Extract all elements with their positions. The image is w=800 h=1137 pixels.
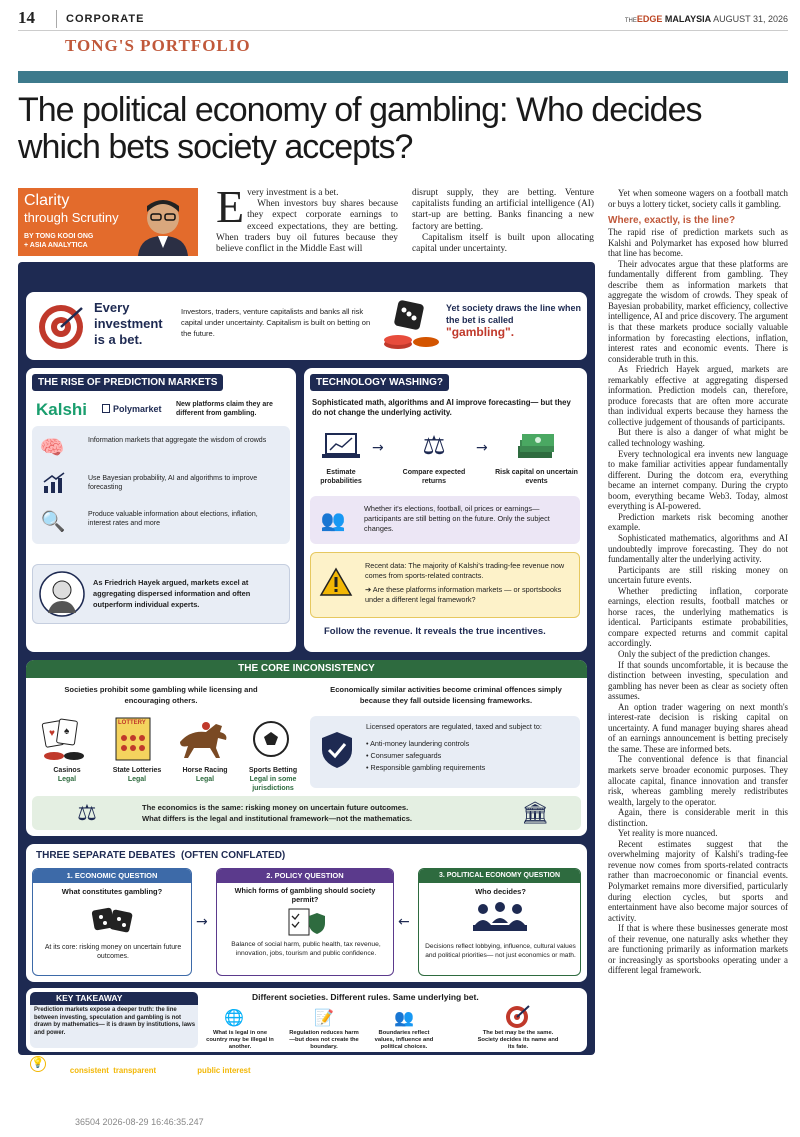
lead-sentence: very investment is a bet. [247,188,339,198]
licensed-text: Licensed operators are regulated, taxed and subject to: [366,722,542,731]
bottom-and: and in the [156,1066,198,1075]
paragraph: When investors buy shares because they expect corporate earnings to exceed expectations, they are betting. When traders buy oil futures because they believe conflict in the Middle East will [216,199,398,255]
bullet-consumer-text: Consumer safeguards [370,751,442,760]
core-item-name: Sports Betting [248,767,298,774]
top-description: Investors, traders, venture capitalists and banks all risk capital under uncertainty. Capitalism is built on betting on the future. [181,307,371,338]
debates-panel [26,844,587,982]
laptop-chart-icon [322,432,360,462]
paragraph: Only the subject of the prediction changes. [618,648,771,659]
masthead-brand: EDGE [636,14,663,24]
step-risk: Risk capital on uncertain events [495,469,578,485]
rise-item-2: Use Bayesian probability, AI and algorithms to improve forecasting [88,475,258,491]
hayek-box [32,564,290,624]
core-right-text: Economically similar activities become criminal offences simply because they fall outside licensing frameworks. [330,685,562,705]
bullet-consumer: • Consumer safeguards [366,751,442,760]
polymarket-logo [102,404,162,414]
core-item-status: Legal [57,776,77,783]
horse-racing-icon [176,718,232,760]
debate-policy [216,868,394,976]
rise-panel [26,368,296,652]
bottom-transparent: transparent [113,1066,157,1075]
takeaway-panel [26,988,587,1052]
paragraph: Yet when someone wagers on a football match or buys a lottery ticket, society calls it gambling. [608,188,788,209]
paragraph: The conventional defence is that financial markets serve broader economic purposes. They allocate capital, finance innovation and transfer risk, whereas gambling merely redistributes wealth, largely to the operator. [608,754,788,807]
article-column-2 [412,188,594,255]
recent-data-text: Recent data: The majority of Kalshi's trading-fee revenue now comes from sports-related contracts. [365,561,565,580]
football-icon [252,720,290,758]
society-text: Yet society draws the line when the bet is called [446,303,582,325]
rise-item-3: Produce valuable information about elections, inflation, interest rates and more [88,511,258,527]
lottery-tag: LOTTERY [118,720,146,726]
arrow-icon: → [476,440,488,456]
author-portrait-icon [130,190,196,256]
economics-text [142,802,502,824]
economics-line-1: The economics is the same: risking money on uncertain future outcomes. [142,803,409,812]
rise-claim: New platforms claim they are different from gambling. [176,401,273,417]
society-line-text [446,302,586,339]
paragraph: Their advocates argue that these platforms are fundamentally different from gambling. They describe them as information markets that aggregate the wisdom of crowds. They speak of Bayesian probability, market efficiency, collective intelligence, AI and price discovery. The argument is that these markets produce socially valuable information by forecasting elections, inflation, interest rates and economic events. There is considerable truth in this. [608,258,788,364]
bottom-consistent: consistent [69,1066,109,1075]
polymarket-text: Polymarket [113,404,162,414]
step-estimate: Estimate probabilities [320,469,362,485]
paragraph: Prediction markets risk becoming another example. [608,511,788,533]
paragraph: If that is where these businesses generate most of their revenue, one naturally asks whether they are functioning primarily as information markets or increasingly as sportsbooks operating under a different legal framework. [608,923,788,976]
bullet-aml-text: Anti-money laundering controls [370,739,470,748]
paragraph: disrupt supply, they are betting. Venture capitalists funding an artificial intelligence (AI) start-up are betting. Banks financing a new factory are betting. [412,188,594,232]
lightbulb-icon: 💡 [30,1056,46,1072]
debate-political-header: 3. POLITICAL ECONOMY QUESTION [419,869,580,883]
author-org: + ASIA ANALYTICA [24,242,88,249]
group-icon: 👥 [394,1007,414,1027]
money-stack-icon [516,430,556,462]
recent-data-box [310,552,580,618]
takeaway-item-1: What is legal in one country may be illegal in another. [206,1030,274,1050]
masthead-prefix: THE [624,18,637,24]
byline-title: Clarity [24,192,70,209]
arrow-icon: ← [398,914,410,930]
document-icon: 📝 [314,1007,334,1027]
core-item-status: Legal [127,776,147,783]
licensed-box [310,716,580,788]
subheading: Where, exactly, is the line? [608,215,736,227]
paragraph: If that sounds uncomfortable, it is because the distinction between investing, speculation and gambling has never been as clear as society often assumes. [608,659,788,702]
people-icon: 👥 [320,508,346,532]
core-panel [26,660,587,836]
bullet-responsible-text: Responsible gambling requirements [370,763,486,772]
core-item-status: Legal [195,776,215,783]
follow-revenue: Follow the revenue. It reveals the true incentives. [324,626,546,637]
top-banner [26,292,587,360]
core-item-name: Horse Racing [182,767,228,774]
core-item [104,766,170,784]
byline-box [18,188,198,256]
takeaway-item-3: Boundaries reflect values, influence and political choices. [374,1030,434,1050]
warning-icon [319,567,353,597]
paragraph: As Friedrich Hayek argued, markets are remarkably effective at aggregating dispersed information. Prediction models can, therefore, produce forecasts that are often more accurate than individual experts because they harness the collective judgement of thousands of participants. [608,364,788,427]
debate-economic-question: What constitutes gambling? [61,887,163,896]
print-footer: 36504 2026-08-29 16:46:35.247 [75,1117,204,1127]
debates-title: THREE SEPARATE DEBATES (OFTEN CONFLATED) [36,850,286,861]
paragraph: Again, there is considerable merit in this distinction. [608,807,788,828]
core-item [240,766,306,793]
paragraph: Yet reality is more nuanced. [618,828,718,839]
issue-date: AUGUST 31, 2026 [713,14,788,24]
core-item [34,766,100,784]
paragraph: Capitalism itself is built upon allocating capital under uncertainty. [412,232,594,255]
tech-label: TECHNOLOGY WASHING? [310,374,449,391]
paragraph: Every technological era invents new language to make familiar activities appear fundamentally different. During the dotcom era, everything became an internet company. During the crypto boom, everything became Web3. Today, almost everything is AI-powered. [608,448,788,512]
checklist-shield-icon [287,907,327,937]
author-name: BY TONG KOOI ONG [24,233,94,240]
rise-label: THE RISE OF PREDICTION MARKETS [32,374,223,391]
byline-subtitle: through Scrutiny [24,210,119,225]
debate-policy-answer: Balance of social harm, public health, tax revenue, innovation, jobs, tourism and public confidence. [231,941,381,957]
paragraph: Participants are still risking money on uncertain future events. [608,564,788,586]
arrow-icon: → [196,914,208,930]
institution-icon: 🏛 [521,800,549,826]
article-column-3 [608,188,788,976]
scales-icon: ⚖ [422,431,446,461]
column-name: TONG'S PORTFOLIO [65,36,251,55]
masthead [625,14,788,24]
arrow-icon: → [372,440,384,456]
dice-icon [91,903,135,937]
bottom-end: . [250,1066,253,1075]
target-icon [36,302,86,352]
hayek-text: As Friedrich Hayek argued, markets excel at aggregating dispersed information and often outperform individual experts. [93,578,251,609]
debate-economic [32,868,192,976]
dice-chips-icon [382,300,442,352]
bullet-responsible: • Responsible gambling requirements [366,763,486,772]
casino-icon [40,718,88,762]
core-item-name: State Lotteries [112,767,162,774]
people-box [310,496,580,544]
svg-text:♥: ♥ [49,728,55,739]
takeaway-item-2: Regulation reduces harm—but does not create the boundary. [289,1030,359,1050]
page-number: 14 [18,8,35,27]
debate-economic-answer: At its core: risking money on uncertain future outcomes. [44,944,182,960]
every-investment-text: Every investment is a bet. [94,300,163,347]
takeaway-text: Prediction markets expose a deeper truth: the line between investing, speculation and gambling is not drawn by mathematics— it is drawn by institutions, laws and power. [34,1007,196,1036]
debate-economic-header: 1. ECONOMIC QUESTION [33,869,191,883]
article-column-1 [216,181,398,255]
headline: The political economy of gambling: Who decides which bets society accepts? [18,91,702,166]
rise-list [32,426,290,544]
header-divider [56,10,57,28]
debate-political-answer: Decisions reflect lobbying, influence, cultural values and political priorities— not just economics or math. [425,943,576,959]
polymarket-icon [102,404,110,413]
svg-text:♠: ♠ [64,726,70,737]
economics-line-2: What differs is the legal and institutional framework—not the mathematics. [142,814,413,823]
core-item-name: Casinos [53,767,81,774]
core-left-text: Societies prohibit some gambling while licensing and encouraging others. [64,685,258,705]
takeaway-item-4: The bet may be the same. Society decides its name and its fate. [477,1030,559,1050]
takeaway-label: KEY TAKEAWAY [30,992,198,1005]
debate-policy-question: Which forms of gambling should society permit? [234,886,376,904]
drop-cap: E [216,181,245,232]
shield-check-icon [320,730,354,770]
paragraph: The rapid rise of prediction markets such as Kalshi and Polymarket has exposed how blurred that line has become. [608,227,788,259]
core-item-status: Legal in some jurisdictions [249,776,297,792]
hayek-portrait-icon [39,571,85,617]
debate-political-question: Who decides? [475,887,526,896]
color-bar [18,71,788,83]
infographic [18,262,595,1075]
byline-author [24,232,93,250]
gambling-word: "gambling". [446,325,515,339]
paragraph: But there is also a danger of what might be called technology washing. [608,427,788,449]
people-table-icon [471,901,529,937]
section-label: CORPORATE [66,13,145,25]
rise-item-1: Information markets that aggregate the wisdom of crowds [88,437,267,444]
target-icon [504,1004,530,1030]
core-label: THE CORE INCONSISTENCY [26,660,587,678]
paragraph: Recent estimates suggest that the overwhelming majority of Kalshi's trading-fee revenue now comes from sports-related contracts rather than macroeconomic or financial events. Polymarket remains more diversified, particularly during election cycles, but sports and entertainment have also become major sources of activity. [608,838,788,923]
takeaway-box [30,992,198,1048]
bottom-comma: , [108,1066,114,1075]
bottom-public: public interest [197,1066,251,1075]
debate-political [418,868,581,976]
licensed-bullets [366,738,576,774]
economics-box [32,796,581,830]
paragraph: Sophisticated mathematics, algorithms and AI undoubtedly improve forecasting. They do not fundamentally alter the underlying activity. [608,532,788,565]
header-rule [18,30,788,31]
tech-panel [304,368,587,652]
globe-icon: 🌐 [224,1007,244,1027]
people-text: Whether it's elections, football, oil prices or earnings—participants are still betting on the future. Only the subject changes. [364,504,550,533]
debate-policy-header: 2. POLICY QUESTION [217,869,393,883]
paragraph: Whether predicting inflation, corporate earnings, election results, football matches or horse races, the underlying mathematics is identical. Participants estimate probabilities, compare expected returns and commit capital accordingly. [608,585,788,649]
step-compare: Compare expected returns [402,469,466,485]
page-header [18,8,788,30]
brain-icon: 🧠 [39,435,65,459]
scales-icon: ⚖ [77,800,97,826]
bottom-text: Prediction markets are not inherently good or bad. The real question is not whether they are gambling, but whether the rules governing them are [56,1056,578,1075]
bottom-message [56,1056,586,1076]
kalshi-logo: Kalshi [36,400,88,419]
recent-question: ➔ Are these platforms information markets — or sportsbooks under a different legal framework? [365,585,562,604]
takeaway-heading: Different societies. Different rules. Same underlying bet. [252,992,479,1002]
core-item [172,766,238,784]
masthead-suffix: MALAYSIA [664,14,712,24]
magnifier-icon: 🔍 [40,509,66,533]
bullet-aml: • Anti-money laundering controls [366,739,470,748]
paragraph: An option trader wagering on next month's interest-rate decision is risking capital on uncertainty. A fund manager buying shares ahead of an earnings announcement is betting precisely the same. These are informed bets. [608,701,788,754]
chart-icon [42,472,66,494]
tech-subtitle: Sophisticated math, algorithms and AI improve forecasting— but they do not change the underlying activity. [312,398,571,417]
